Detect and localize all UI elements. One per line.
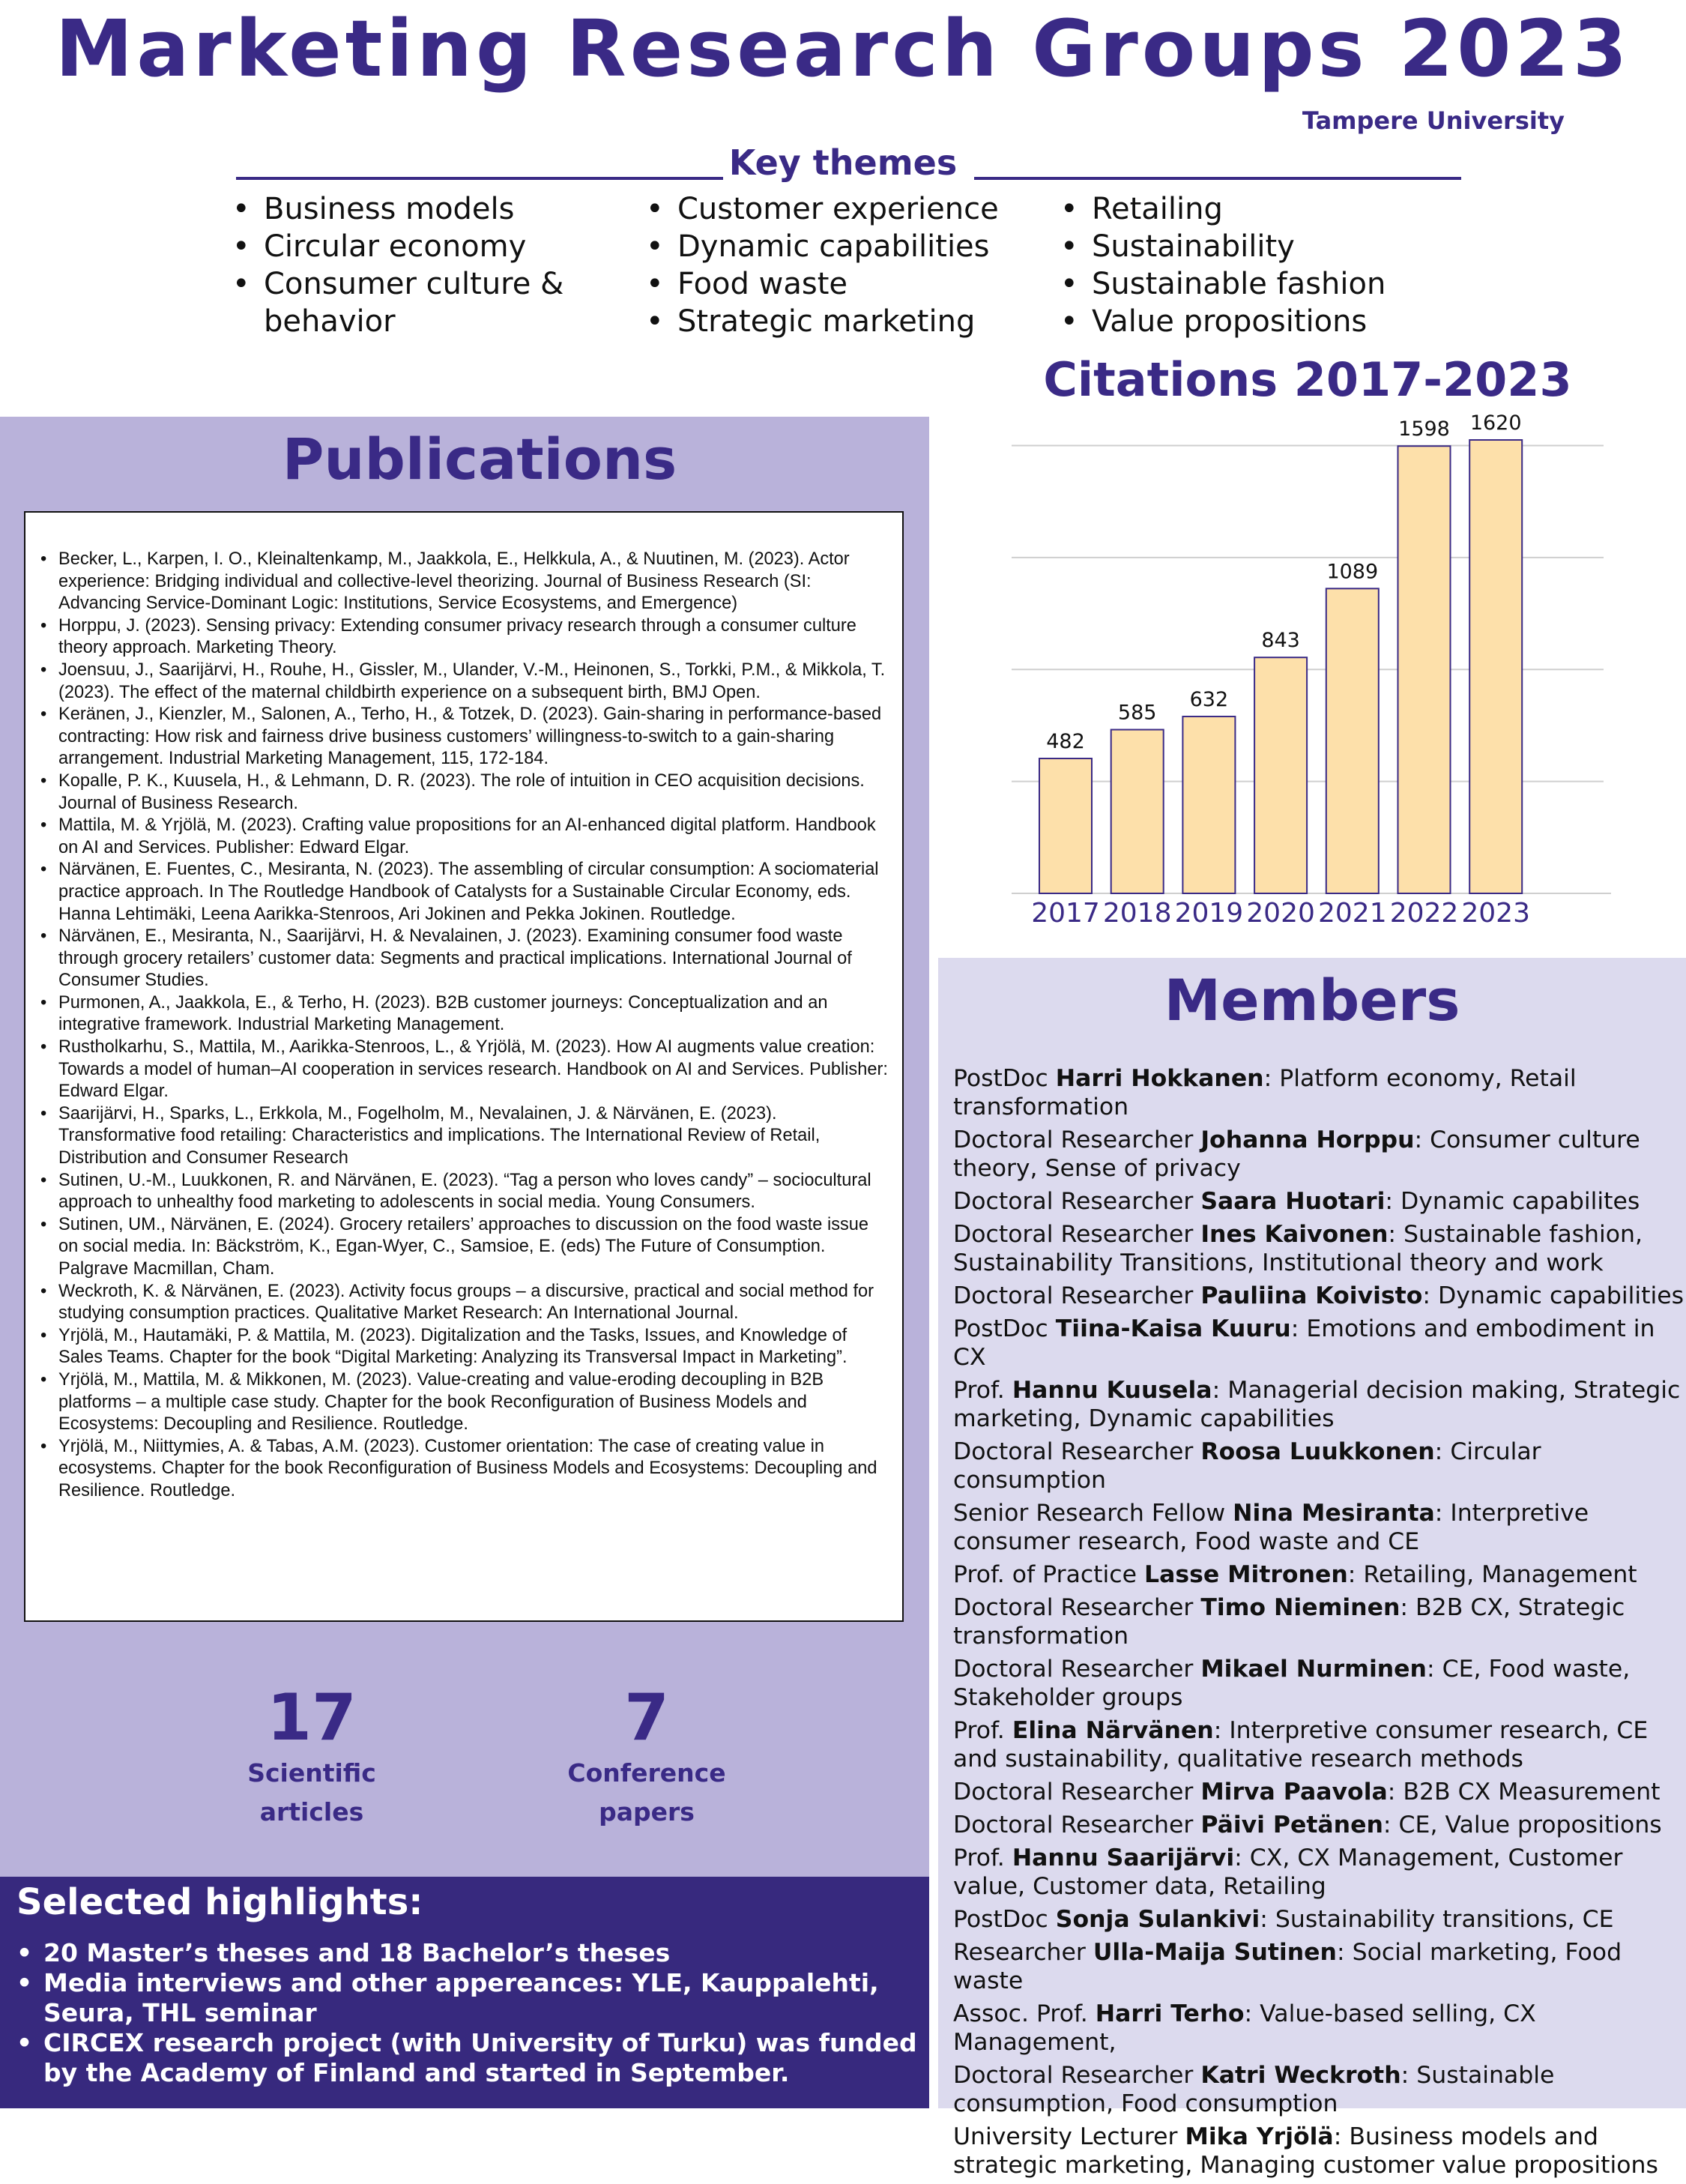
member-role: Doctoral Researcher	[953, 2062, 1194, 2089]
member-entry: Researcher Ulla-Maija Sutinen: Social marketing, Food waste	[953, 1939, 1622, 1994]
member-entry: Doctoral Researcher Pauliina Koivisto: Dynamic capabilities	[953, 1282, 1685, 1309]
member-role: Doctoral Researcher	[953, 1188, 1194, 1215]
member-entry: Prof. Hannu Kuusela: Managerial decision making, Strategic marketing, Dynamic capabilities	[953, 1377, 1681, 1432]
member-entry: Prof. Hannu Saarijärvi: CX, CX Management, Customer value, Customer data, Retailing	[953, 1844, 1623, 1900]
member-topics: CX, CX Management, Customer value, Customer data, Retailing	[953, 1844, 1623, 1900]
member-entry: Doctoral Researcher Katri Weckroth: Sustainable consumption, Food consumption	[953, 2062, 1555, 2117]
member-topics: Platform economy, Retail transformation	[953, 1065, 1577, 1120]
member-name: Pauliina Koivisto	[1200, 1282, 1423, 1309]
stat-papers-number: 7	[624, 1680, 669, 1755]
publication-item: • Mattila, M. & Yrjölä, M. (2023). Crafting value propositions for an AI-enhanced digital platform. Handbook on AI and Services. Publisher: Edward Elgar.	[36, 815, 892, 859]
member-name: Harri Terho	[1095, 2000, 1245, 2027]
member-role: Prof.	[953, 1717, 1005, 1744]
member-role: Doctoral Researcher	[953, 1594, 1194, 1621]
publication-item: • Weckroth, K. & Närvänen, E. (2023). Activity focus groups – a discursive, practical and social method for studying consumption practices. Qualitative Market Research: An International Journal.	[36, 1281, 892, 1325]
theme-item: • Strategic marketing	[646, 303, 1036, 340]
member-entry: Doctoral Researcher Saara Huotari: Dynamic capabilites	[953, 1188, 1640, 1215]
member-entry: Doctoral Researcher Mikael Nurminen: CE, Food waste, Stakeholder groups	[953, 1656, 1631, 1711]
member-topics: Circular consumption	[953, 1438, 1541, 1494]
chart-bar-2023	[1469, 440, 1522, 893]
member-name: Mirva Paavola	[1200, 1779, 1388, 1806]
chart-bar-2020	[1254, 657, 1307, 893]
member-entry: Senior Research Fellow Nina Mesiranta: Interpretive consumer research, Food waste and CE	[953, 1500, 1589, 1555]
stat-articles-number: 17	[267, 1680, 357, 1755]
member-entry: University Lecturer Mika Yrjölä: Business models and strategic marketing, Managing customer value propositions	[953, 2123, 1658, 2179]
stat-articles-label-line1: Scientific	[247, 1758, 376, 1788]
member-entry: Assoc. Prof. Harri Terho: Value-based selling, CX Management,	[953, 2000, 1536, 2056]
member-topics: B2B CX Measurement	[1403, 1779, 1661, 1806]
member-entry: Doctoral Researcher Roosa Luukkonen: Circular consumption	[953, 1438, 1541, 1494]
theme-item: • Circular economy	[232, 228, 622, 265]
member-topics: CE, Value propositions	[1398, 1812, 1662, 1838]
theme-item: • Sustainable fashion	[1060, 265, 1450, 303]
member-name: Hannu Kuusela	[1012, 1377, 1212, 1404]
stat-papers-label-line2: papers	[599, 1797, 695, 1826]
university-name: Tampere University	[1302, 106, 1565, 135]
member-role: Doctoral Researcher	[953, 1282, 1194, 1309]
member-role: Senior Research Fellow	[953, 1500, 1226, 1527]
member-name: Päivi Petänen	[1200, 1812, 1383, 1838]
member-entry: Prof. of Practice Lasse Mitronen: Retailing, Management	[953, 1561, 1637, 1588]
key-themes-rule-right	[974, 177, 1461, 180]
publication-item: • Saarijärvi, H., Sparks, L., Erkkola, M., Fogelholm, M., Nevalainen, J. & Närvänen, E. (2023). Transformative food retailing: Characteristics and implications. The International Review of Retail, Distribution and Consumer Research	[36, 1103, 892, 1170]
member-topics: Emotions and embodiment in CX	[953, 1315, 1655, 1371]
member-topics: Dynamic capabilities	[1438, 1282, 1685, 1309]
chart-title: Citations 2017-2023	[1043, 352, 1572, 407]
theme-item: • Sustainability	[1060, 228, 1450, 265]
member-name: Hannu Saarijärvi	[1012, 1844, 1235, 1871]
chart-data-label: 1620	[1469, 411, 1522, 435]
chart-data-label: 585	[1117, 701, 1157, 725]
member-name: Sonja Sulankivi	[1055, 1906, 1260, 1933]
theme-item: • Retailing	[1060, 190, 1450, 228]
members-heading: Members	[1164, 967, 1460, 1034]
chart-data-label: 482	[1046, 729, 1085, 753]
publication-item: • Keränen, J., Kienzler, M., Salonen, A., Terho, H., & Totzek, D. (2023). Gain-sharing in performance-based contracting: How risk and fairness drive business customers’ willingness-to-switch to a gain-sharing arrangement. Industrial Marketing Management, 115, 172-184.	[36, 704, 892, 770]
member-entry: Prof. Elina Närvänen: Interpretive consumer research, CE and sustainability, qualitative research methods	[953, 1717, 1649, 1773]
member-name: Katri Weckroth	[1200, 2062, 1401, 2089]
chart-x-tick-label: 2018	[1102, 898, 1172, 929]
member-topics: CE, Food waste, Stakeholder groups	[953, 1656, 1631, 1711]
chart-bar-2018	[1111, 730, 1164, 893]
member-entry: Doctoral Researcher Johanna Horppu: Consumer culture theory, Sense of privacy	[953, 1126, 1640, 1182]
member-name: Mikael Nurminen	[1200, 1656, 1427, 1683]
member-role: University Lecturer	[953, 2123, 1178, 2150]
theme-item: • Value propositions	[1060, 303, 1450, 340]
member-topics: Consumer culture theory, Sense of privacy	[953, 1126, 1640, 1182]
member-name: Elina Närvänen	[1012, 1717, 1214, 1744]
publications-heading: Publications	[282, 426, 677, 492]
member-role: Prof.	[953, 1377, 1005, 1404]
members-list	[953, 1064, 1684, 2184]
chart-x-tick-label: 2021	[1317, 898, 1387, 929]
publication-item: • Joensuu, J., Saarijärvi, H., Rouhe, H., Gissler, M., Ulander, V.-M., Heinonen, S., Torkki, P.M., & Mikkola, T. (2023). The effect of the maternal childbirth experience on a subsequent birth, BMJ Open.	[36, 660, 892, 704]
member-entry: PostDoc Sonja Sulankivi: Sustainability transitions, CE	[953, 1906, 1614, 1933]
publication-item: • Sutinen, UM., Närvänen, E. (2024). Grocery retailers’ approaches to discussion on the food waste issue on social media. In: Bäckström, K., Egan-Wyer, C., Samsioe, E. (eds) The Future of Consumption. Palgrave Macmillan, Cham.	[36, 1214, 892, 1281]
member-topics: Interpretive consumer research, Food waste and CE	[953, 1500, 1589, 1555]
publication-item: • Horppu, J. (2023). Sensing privacy: Extending consumer privacy research through a consumer culture theory approach. Marketing Theory.	[36, 615, 892, 660]
stat-papers-label-line1: Conference	[567, 1758, 726, 1788]
chart-x-tick-label: 2020	[1246, 898, 1315, 929]
member-topics: Retailing, Management	[1363, 1561, 1637, 1588]
member-name: Ulla-Maija Sutinen	[1093, 1939, 1337, 1966]
publication-item: • Närvänen, E., Mesiranta, N., Saarijärvi, H. & Nevalainen, J. (2023). Examining consumer food waste through grocery retailers’ customer data: Segments and practical implications. International Journal of Consumer Studies.	[36, 926, 892, 992]
member-role: PostDoc	[953, 1906, 1048, 1933]
member-name: Saara Huotari	[1200, 1188, 1386, 1215]
member-topics: Managerial decision making, Strategic marketing, Dynamic capabilities	[953, 1377, 1681, 1432]
member-role: Doctoral Researcher	[953, 1126, 1194, 1153]
highlights-heading: Selected highlights:	[16, 1881, 423, 1923]
member-topics: Sustainable fashion, Sustainability Transitions, Institutional theory and work	[953, 1221, 1643, 1276]
member-name: Mika Yrjölä	[1185, 2123, 1334, 2150]
member-role: Assoc. Prof.	[953, 2000, 1088, 2027]
highlight-item: • 20 Master’s theses and 18 Bachelor’s theses	[13, 1938, 920, 1968]
member-role: Doctoral Researcher	[953, 1812, 1194, 1838]
chart-bar-2021	[1326, 588, 1379, 893]
member-role: PostDoc	[953, 1065, 1048, 1092]
member-role: PostDoc	[953, 1315, 1048, 1342]
highlight-item: • CIRCEX research project (with University of Turku) was funded by the Academy of Finland and started in September.	[13, 2028, 920, 2088]
chart-x-tick-label: 2017	[1031, 898, 1100, 929]
chart-x-tick-label: 2019	[1174, 898, 1244, 929]
publication-item: • Närvänen, E. Fuentes, C., Mesiranta, N. (2023). The assembling of circular consumption: A sociomaterial practice approach. In The Routledge Handbook of Catalysts for a Sustainable Circular Economy, eds. Hanna Lehtimäki, Leena Aarikka-Stenroos, Ari Jokinen and Pekka Jokinen. Routledge.	[36, 859, 892, 926]
publication-item: • Kopalle, P. K., Kuusela, H., & Lehmann, D. R. (2023). The role of intuition in CEO acquisition decisions. Journal of Business Research.	[36, 770, 892, 815]
member-topics: Dynamic capabilites	[1401, 1188, 1640, 1215]
member-entry: Doctoral Researcher Mirva Paavola: B2B CX Measurement	[953, 1779, 1661, 1806]
theme-item: • Business models	[232, 190, 622, 228]
page-title: Marketing Research Groups 2023	[55, 3, 1631, 94]
member-role: Doctoral Researcher	[953, 1779, 1194, 1806]
member-topics: Social marketing, Food waste	[953, 1939, 1622, 1994]
member-name: Tiina-Kaisa Kuuru	[1055, 1315, 1291, 1342]
member-name: Ines Kaivonen	[1200, 1221, 1389, 1248]
member-role: Researcher	[953, 1939, 1086, 1966]
member-name: Lasse Mitronen	[1144, 1561, 1348, 1588]
member-topics: Business models and strategic marketing, Managing customer value propositions	[953, 2123, 1658, 2179]
member-entry: PostDoc Harri Hokkanen: Platform economy, Retail transformation	[953, 1065, 1577, 1120]
chart-bar-2019	[1182, 717, 1235, 893]
publications-list-box	[24, 511, 904, 1622]
member-name: Roosa Luukkonen	[1200, 1438, 1435, 1465]
member-entry: PostDoc Tiina-Kaisa Kuuru: Emotions and embodiment in CX	[953, 1315, 1655, 1371]
theme-item: • Consumer culture & behavior	[232, 265, 578, 340]
member-entry: Doctoral Researcher Timo Nieminen: B2B CX, Strategic transformation	[953, 1594, 1625, 1650]
member-role: Prof.	[953, 1844, 1005, 1871]
member-role: Doctoral Researcher	[953, 1221, 1194, 1248]
key-themes-heading: Key themes	[728, 142, 958, 183]
chart-x-tick-label: 2023	[1461, 898, 1531, 929]
member-topics: Sustainable consumption, Food consumption	[953, 2062, 1555, 2117]
member-name: Johanna Horppu	[1200, 1126, 1415, 1153]
member-role: Prof. of Practice	[953, 1561, 1137, 1588]
key-themes-column-2	[646, 190, 1036, 340]
theme-item: • Customer experience	[646, 190, 1036, 228]
member-name: Harri Hokkanen	[1055, 1065, 1264, 1092]
member-name: Timo Nieminen	[1200, 1594, 1401, 1621]
citations-bar-chart	[1004, 405, 1611, 929]
chart-bar-2017	[1039, 758, 1092, 893]
theme-item: • Food waste	[646, 265, 1036, 303]
member-name: Nina Mesiranta	[1233, 1500, 1435, 1527]
key-themes-column-3	[1060, 190, 1450, 340]
member-entry: Doctoral Researcher Ines Kaivonen: Sustainable fashion, Sustainability Transitions, Institutional theory and work	[953, 1221, 1643, 1276]
theme-item: • Dynamic capabilities	[646, 228, 1036, 265]
stat-articles-label-line2: articles	[259, 1797, 364, 1826]
chart-data-label: 632	[1189, 687, 1229, 711]
chart-data-label: 1598	[1398, 417, 1450, 441]
publication-item: • Sutinen, U.-M., Luukkonen, R. and Närvänen, E. (2023). “Tag a person who loves candy” – sociocultural approach to unhealthy food marketing to adolescents in social media. Young Consumers.	[36, 1170, 892, 1214]
publications-list	[25, 513, 902, 1503]
publication-item: • Becker, L., Karpen, I. O., Kleinaltenkamp, M., Jaakkola, E., Helkkula, A., & Nuutinen, M. (2023). Actor experience: Bridging individual and collective-level theorizing. Journal of Business Research (SI: Advancing Service-Dominant Logic: Institutions, Service Ecosystems, and Emergence)	[36, 549, 892, 615]
member-entry: Doctoral Researcher Päivi Petänen: CE, Value propositions	[953, 1812, 1662, 1838]
member-topics: Sustainability transitions, CE	[1275, 1906, 1614, 1933]
chart-bar-2022	[1398, 446, 1451, 893]
member-topics: Value-based selling, CX Management,	[953, 2000, 1536, 2056]
chart-data-label: 843	[1261, 629, 1300, 653]
member-topics: B2B CX, Strategic transformation	[953, 1594, 1625, 1650]
highlights-list	[13, 1938, 920, 2088]
publication-item: • Purmonen, A., Jaakkola, E., & Terho, H. (2023). B2B customer journeys: Conceptualization and an integrative framework. Industrial Marketing Management.	[36, 992, 892, 1037]
highlight-item: • Media interviews and other appereances: YLE, Kauppalehti, Seura, THL seminar	[13, 1968, 920, 2028]
publication-item: • Yrjölä, M., Niittymies, A. & Tabas, A.M. (2023). Customer orientation: The case of creating value in ecosystems. Chapter for the book Reconfiguration of Business Models and Ecosystems: Decoupling and Resilience. Routledge.	[36, 1436, 892, 1503]
chart-data-label: 1089	[1326, 560, 1379, 584]
member-role: Doctoral Researcher	[953, 1438, 1194, 1465]
key-themes-column-1	[232, 190, 622, 340]
publication-item: • Yrjölä, M., Hautamäki, P. & Mattila, M. (2023). Digitalization and the Tasks, Issues, and Knowledge of Sales Teams. Chapter for the book “Digital Marketing: Analyzing its Transversal Impact in Marketing”.	[36, 1325, 892, 1369]
publication-item: • Rustholkarhu, S., Mattila, M., Aarikka-Stenroos, L., & Yrjölä, M. (2023). How AI augments value creation: Towards a model of human–AI cooperation in services research. Handbook on AI and Services. Publisher: Edward Elgar.	[36, 1037, 892, 1103]
member-topics: Interpretive consumer research, CE and sustainability, qualitative research methods	[953, 1717, 1649, 1773]
member-role: Doctoral Researcher	[953, 1656, 1194, 1683]
publication-item: • Yrjölä, M., Mattila, M. & Mikkonen, M. (2023). Value-creating and value-eroding decoupling in B2B platforms – a multiple case study. Chapter for the book Reconfiguration of Business Models and Ecosystems: Decoupling and Resilience. Routledge.	[36, 1369, 892, 1436]
chart-x-tick-label: 2022	[1389, 898, 1459, 929]
